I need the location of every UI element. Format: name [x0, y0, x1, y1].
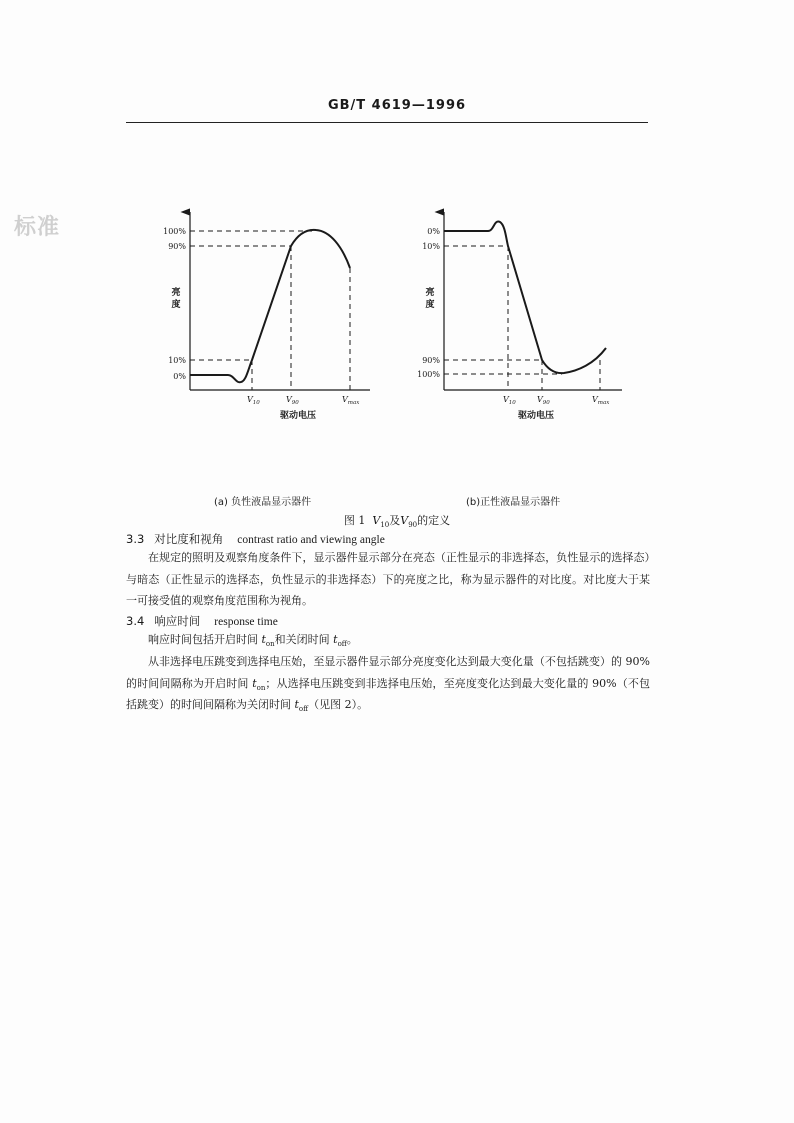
curve-b [444, 222, 606, 374]
x-label-vmax: $V_{max}$ [342, 395, 360, 406]
section-3-4-heading: 3.4 响应时间 response time [126, 614, 278, 628]
y-label-90: 90% [422, 356, 440, 365]
section-3-3-heading: 3.3 对比度和视角 contrast ratio and viewing angle [126, 532, 385, 546]
x-label-v90: $V_{90}$ [537, 395, 550, 406]
y-label-100: 100% [417, 370, 440, 379]
x-axis-title: 驱动电压 [517, 411, 555, 421]
y-label-0: 0% [173, 372, 186, 381]
watermark: 标准 [14, 215, 61, 240]
y-label-10: 10% [422, 242, 440, 251]
standard-number: GB/T 4619—1996 [327, 98, 467, 113]
y-label-0: 0% [427, 227, 440, 236]
section-3-4-body: 从非选择电压跳变到选择电压始，至显示器件显示部分亮度变化达到最大变化量（不包括跳变）的 90%的时间间隔称为开启时间 $t_{on}$；从选择电压跳变到非选择电压始，至亮度变化达到最大变化量的 90%（不包括跳变）的时间间隔称为关闭时间 $t_{off}$（见图 2）。 [126, 655, 650, 714]
y-label-100: 100% [163, 227, 186, 236]
x-label-v90: $V_{90}$ [286, 395, 299, 406]
figure-a-caption: (a) 负性液晶显示器件 [214, 497, 312, 508]
y-axis-title: 亮度 [171, 288, 181, 310]
figure-b [417, 212, 622, 421]
x-label-vmax: $V_{max}$ [592, 395, 610, 406]
figure-title: 图 1 $V_{10}$及$V_{90}$的定义 [343, 514, 451, 530]
figure-a [163, 212, 370, 421]
x-axis-title: 驱动电压 [279, 411, 317, 421]
figure-b-caption: (b)正性液晶显示器件 [466, 497, 561, 508]
section-3-4-line1: 响应时间包括开启时间 $t_{on}$和关闭时间 $t_{off}$。 [148, 633, 358, 649]
y-label-90: 90% [168, 242, 186, 251]
curve-a [190, 230, 350, 382]
section-3-3-body: 在规定的照明及观察角度条件下，显示器件显示部分在亮态（正性显示的非选择态，负性显示的选择态）与暗态（正性显示的选择态，负性显示的非选择态）下的亮度之比，称为显示器件的对比度。对比度大于某一可接受值的观察角度范围称为视角。 [126, 551, 650, 607]
figure-1 [0, 0, 794, 560]
y-label-10: 10% [168, 356, 186, 365]
y-axis-title: 亮度 [425, 288, 435, 310]
x-label-v10: $V_{10}$ [503, 395, 516, 406]
x-label-v10: $V_{10}$ [247, 395, 260, 406]
